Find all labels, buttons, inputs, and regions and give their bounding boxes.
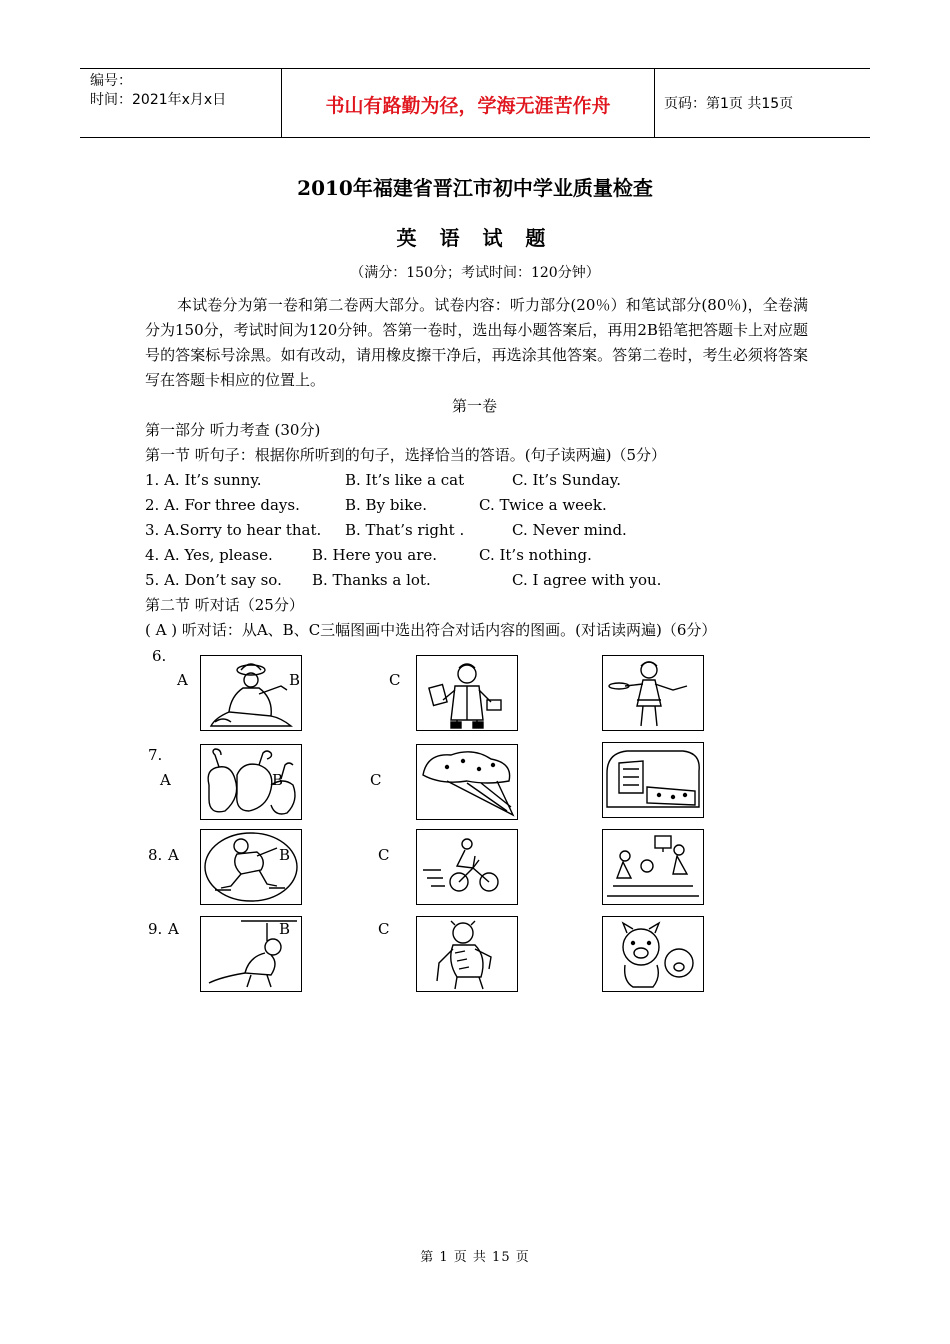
q9-label-b: B (279, 920, 291, 938)
waitress-with-tray-icon (602, 655, 704, 731)
header-box (80, 68, 870, 138)
q7-number: 7. (148, 746, 163, 764)
q5-option-b: B. Thanks a lot. (312, 571, 431, 589)
q7-label-b: B (272, 771, 284, 789)
pigs-icon (602, 916, 704, 992)
q1-option-a: 1. A. It’s sunny. (145, 471, 262, 489)
q6-label-c: C (389, 671, 401, 689)
exam-title: 2010年福建省晋江市初中学业质量检查 (297, 176, 653, 200)
q6-number: 6. (152, 647, 167, 665)
q4-option-c: C. It’s nothing. (479, 546, 592, 564)
q8-number: 8. (148, 846, 163, 864)
q5-option-c: C. I agree with you. (512, 571, 662, 589)
q6-label-a: A (177, 671, 188, 689)
q2-option-b: B. By bike. (345, 496, 427, 514)
cyclist-icon (416, 829, 518, 905)
q1-option-c: C. It’s Sunday. (512, 471, 622, 489)
q5-option-a: 5. A. Don’t say so. (145, 571, 282, 589)
q7-label-c: C (370, 771, 382, 789)
volume-label: 第一卷 (452, 397, 498, 415)
page-label: 页码：第1页 共15页 (664, 96, 794, 112)
q6-label-b: B (289, 671, 301, 689)
basketball-players-icon (602, 829, 704, 905)
q3-option-c: C. Never mind. (512, 521, 627, 539)
part1-heading: 第一部分 听力考查 (30分) (145, 421, 321, 439)
q7-label-a: A (160, 771, 171, 789)
header-divider (654, 69, 655, 137)
chicken-legs-icon (200, 744, 302, 820)
q9-number: 9. (148, 920, 163, 938)
page-footer: 第 1 页 共 15 页 (420, 1250, 530, 1265)
q2-option-a: 2. A. For three days. (145, 496, 300, 514)
motto: 书山有路勤为径，学海无涯苦作舟 (325, 95, 611, 117)
q8-label-c: C (378, 846, 390, 864)
section2-heading: 第二节 听对话（25分） (145, 596, 304, 614)
q8-label-a: A (168, 846, 179, 864)
q3-option-b: B. That’s right . (345, 521, 465, 539)
q9-label-a: A (168, 920, 179, 938)
exam-subject: 英 语 试 题 (396, 226, 554, 250)
q2-option-c: C. Twice a week. (479, 496, 607, 514)
ice-cream-cone-icon (416, 744, 518, 820)
q4-option-a: 4. A. Yes, please. (145, 546, 273, 564)
cowboy-sitting-icon (200, 655, 302, 731)
q9-label-c: C (378, 920, 390, 938)
section2-subheading: ( A ) 听对话：从A、B、C三幅图画中选出符合对话内容的图画。(对话读两遍)（6分） (145, 621, 717, 639)
skater-icon (200, 829, 302, 905)
section1-heading: 第一节 听句子：根据你所听到的句子，选择恰当的答语。(句子读两遍)（5分） (145, 446, 667, 464)
old-man-with-book-icon (416, 655, 518, 731)
exam-info: （满分：150分；考试时间：120分钟） (350, 265, 600, 281)
tiger-icon (416, 916, 518, 992)
q4-option-b: B. Here you are. (312, 546, 438, 564)
number-label: 编号： (90, 73, 132, 89)
q8-label-b: B (279, 846, 291, 864)
instructions: 本试卷分为第一卷和第二卷两大部分。试卷内容：听力部分(20％）和笔试部分(80％)，全卷满分为150分，考试时间为120分钟。答第一卷时，选出每小题答案后，再用2B铅笔把答题卡上对应题号的答案标号涂黑。如有改动，请用橡皮擦干净后，再选涂其他答案。答第二卷时，考生必须将答案写在答题卡相应的位置上。 (145, 296, 808, 389)
bread-icon (602, 742, 704, 818)
q3-option-a: 3. A.Sorry to hear that. (145, 521, 322, 539)
time-label: 时间：2021年x月x日 (90, 92, 227, 108)
q1-option-b: B. It’s like a cat (345, 471, 465, 489)
